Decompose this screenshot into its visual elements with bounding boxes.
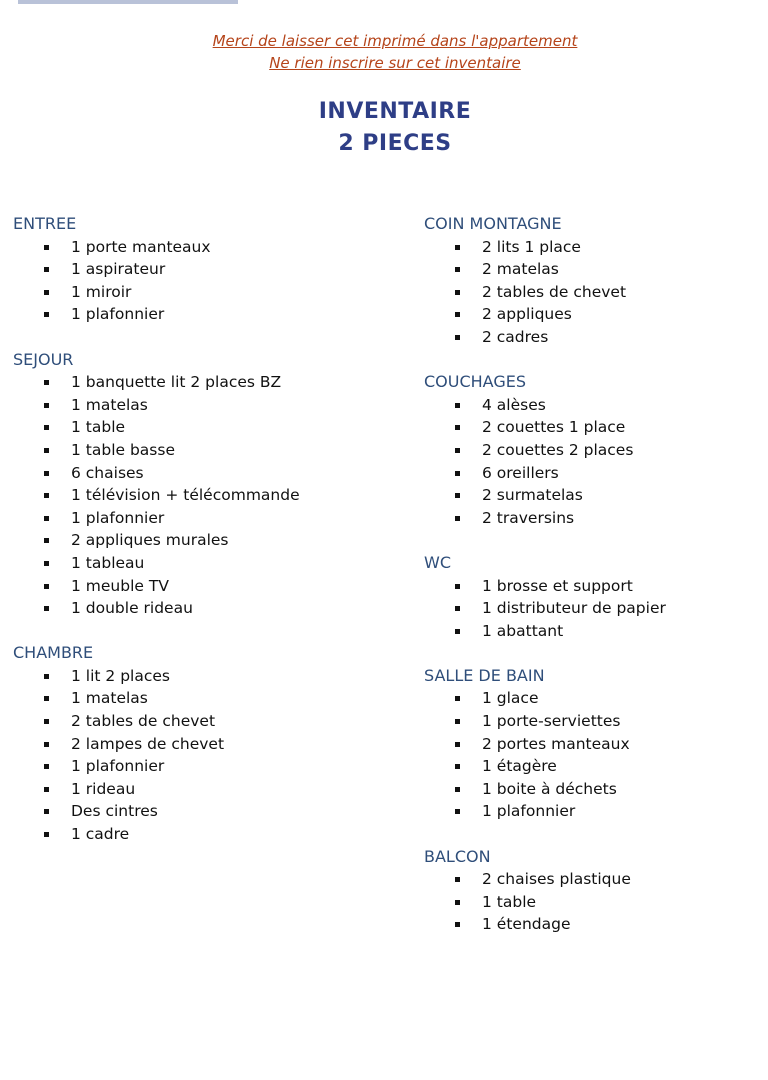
list-item: 1 banquette lit 2 places BZ <box>13 371 353 394</box>
list-item: 1 plafonnier <box>13 755 353 778</box>
list-item: 2 tables de chevet <box>13 710 353 733</box>
list-item: 1 table <box>424 891 764 914</box>
list-item: 2 couettes 1 place <box>424 416 764 439</box>
list-item: 1 tableau <box>13 552 353 575</box>
cropped-header-text <box>18 0 238 4</box>
notice-line-1: Merci de laisser cet imprimé dans l'appartement <box>212 32 578 50</box>
room-heading: CHAMBRE <box>13 643 94 663</box>
list-item: 2 matelas <box>424 258 764 281</box>
room-section <box>424 552 764 642</box>
title-line-2: 2 PIECES <box>338 131 452 156</box>
list-item: 1 meuble TV <box>13 575 353 598</box>
room-heading: SALLE DE BAIN <box>424 665 545 685</box>
list-item: 1 double rideau <box>13 597 353 620</box>
list-item: 1 étagère <box>424 755 764 778</box>
room-section <box>424 213 764 349</box>
list-item: 2 appliques <box>424 303 764 326</box>
list-item: 2 lits 1 place <box>424 236 764 259</box>
list-item: 1 abattant <box>424 620 764 643</box>
item-list <box>13 371 353 620</box>
item-list <box>424 236 764 349</box>
list-item: 1 miroir <box>13 281 353 304</box>
item-list <box>424 394 764 530</box>
list-item: 1 cadre <box>13 823 353 846</box>
list-item: 4 alèses <box>424 394 764 417</box>
list-item: 1 aspirateur <box>13 258 353 281</box>
list-item: 2 chaises plastique <box>424 868 764 891</box>
list-item: 1 plafonnier <box>13 303 353 326</box>
notice-line-2: Ne rien inscrire sur cet inventaire <box>269 54 521 72</box>
list-item: 1 table <box>13 416 353 439</box>
list-item: 2 appliques murales <box>13 529 353 552</box>
list-item: 2 surmatelas <box>424 484 764 507</box>
item-list <box>424 575 764 643</box>
room-section <box>13 213 353 326</box>
room-section <box>424 371 764 529</box>
list-item: 1 boite à déchets <box>424 778 764 801</box>
list-item: 1 porte-serviettes <box>424 710 764 733</box>
list-item: 1 matelas <box>13 687 353 710</box>
room-section <box>424 846 764 936</box>
list-item: 1 plafonnier <box>424 800 764 823</box>
room-section <box>13 642 353 845</box>
list-item: 1 distributeur de papier <box>424 597 764 620</box>
list-item: 1 rideau <box>13 778 353 801</box>
notice <box>0 30 768 74</box>
list-item: 1 étendage <box>424 913 764 936</box>
list-item: 2 traversins <box>424 507 764 530</box>
item-list <box>424 868 764 936</box>
page-title <box>0 96 768 160</box>
room-heading: COIN MONTAGNE <box>424 214 562 233</box>
list-item: 2 portes manteaux <box>424 733 764 756</box>
list-item: 1 matelas <box>13 394 353 417</box>
list-item: 2 tables de chevet <box>424 281 764 304</box>
room-section <box>13 349 353 620</box>
list-item: 1 plafonnier <box>13 507 353 530</box>
room-heading: BALCON <box>424 846 491 866</box>
room-heading: SEJOUR <box>13 349 74 369</box>
room-heading: ENTREE <box>13 214 77 233</box>
list-item: 1 glace <box>424 687 764 710</box>
list-item: 6 oreillers <box>424 462 764 485</box>
list-item: 6 chaises <box>13 462 353 485</box>
item-list <box>424 687 764 823</box>
room-heading: COUCHAGES <box>424 372 527 392</box>
item-list <box>13 665 353 846</box>
list-item: 1 porte manteaux <box>13 236 353 259</box>
title-line-1: INVENTAIRE <box>318 99 472 124</box>
list-item: 1 brosse et support <box>424 575 764 598</box>
room-section <box>424 665 764 823</box>
list-item: 1 télévision + télécommande <box>13 484 353 507</box>
list-item: 2 cadres <box>424 326 764 349</box>
list-item: Des cintres <box>13 800 353 823</box>
list-item: 1 table basse <box>13 439 353 462</box>
list-item: 2 lampes de chevet <box>13 733 353 756</box>
right-column <box>424 213 764 959</box>
room-heading: WC <box>424 552 451 572</box>
list-item: 2 couettes 2 places <box>424 439 764 462</box>
item-list <box>13 236 353 326</box>
left-column <box>13 213 353 868</box>
list-item: 1 lit 2 places <box>13 665 353 688</box>
